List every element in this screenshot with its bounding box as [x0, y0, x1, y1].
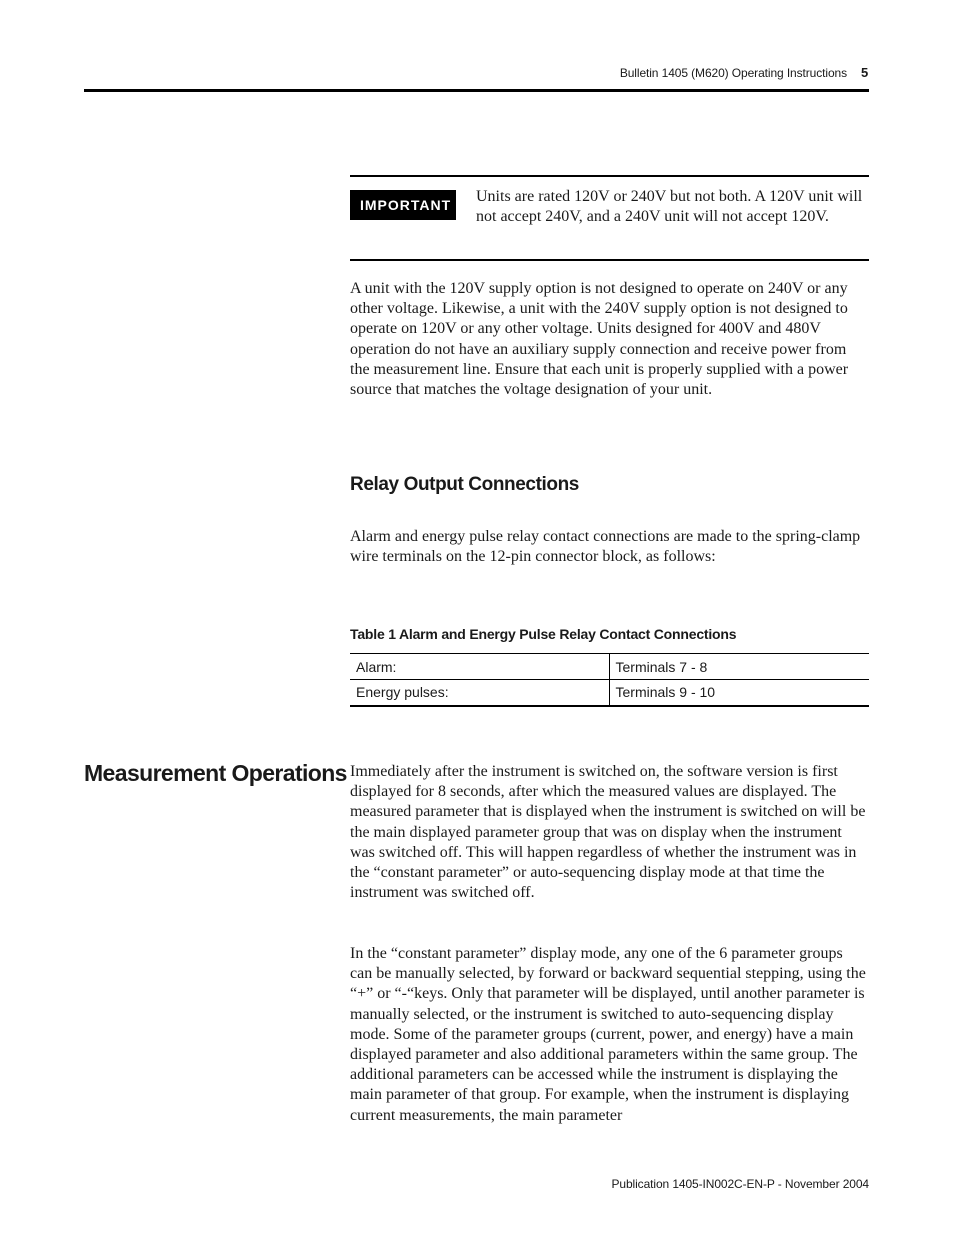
page-number: 5 — [861, 65, 869, 80]
measurement-paragraph-1: Immediately after the instrument is switched on, the software version is first displayed for 8 seconds, after which the measured values are displayed. The measured parameter that is displayed when the instrument is switched on will be the main displayed parameter group that was on display when the instrument was switched off. This will happen regardless of whether the instrument was in the “constant parameter” or auto-sequencing display mode at that time the instrument was switched off. — [350, 763, 866, 902]
header-rule — [84, 89, 869, 92]
important-callout — [350, 175, 869, 261]
supply-paragraph: A unit with the 120V supply option is not designed to operate on 240V or any other voltage. Likewise, a unit with the 240V supply option is not designed to operate on 120V or any other voltage. Units designed for 400V and 480V operation do not have an auxiliary supply connection and receive power from the measurement line. Ensure that each unit is properly supplied with a power source that matches the voltage designation of your unit. — [350, 280, 849, 399]
relay-connections-table — [350, 653, 869, 707]
relay-heading: Relay Output Connections — [350, 474, 579, 495]
table-cell-label: Energy pulses: — [350, 680, 609, 706]
relay-paragraph: Alarm and energy pulse relay contact connections are made to the spring-clamp wire terminals on the 12-pin connector block, as follows: — [350, 528, 861, 566]
measurement-paragraph-2: In the “constant parameter” display mode, any one of the 6 parameter groups can be manually selected, by forward or backward sequential stepping, using the “+” or “-“keys. Only that parameter will be displayed, until another parameter is manually selected, or the instrument is switched to auto-sequencing display mode. Some of the parameter groups (current, power, and energy) have a main displayed parameter and also additional parameters within the same group. The additional parameters can be accessed while the instrument is displaying the main parameter of that group. For example, when the instrument is displaying current measurements, the main parameter — [350, 945, 866, 1124]
footer-publication: Publication 1405-IN002C-EN-P - November 2004 — [611, 1177, 869, 1191]
table-caption: Table 1 Alarm and Energy Pulse Relay Contact Connections — [350, 626, 737, 642]
important-label: IMPORTANT — [350, 190, 456, 220]
table-cell-label: Alarm: — [350, 654, 609, 680]
table-cell-value: Terminals 7 - 8 — [609, 654, 869, 680]
important-text: Units are rated 120V or 240V but not both. A 120V unit will not accept 240V, and a 240V unit will not accept 120V. — [476, 188, 863, 225]
table-row — [350, 654, 869, 680]
section-heading: Measurement Operations — [84, 760, 347, 786]
running-header: Bulletin 1405 (M620) Operating Instructions — [619, 66, 847, 80]
table-row — [350, 680, 869, 706]
table-cell-value: Terminals 9 - 10 — [609, 680, 869, 706]
